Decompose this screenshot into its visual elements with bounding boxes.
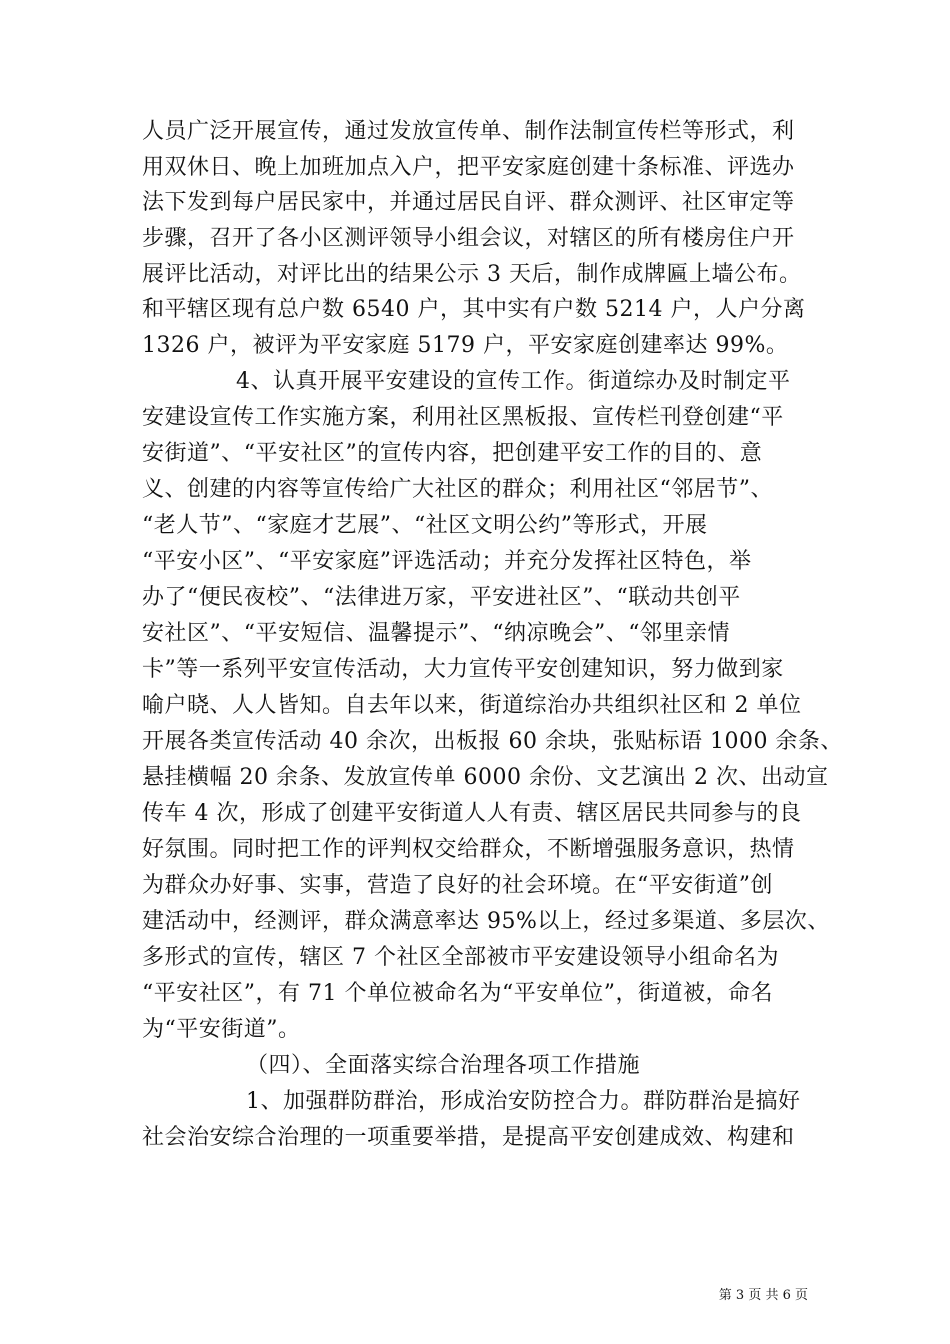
text-line: 为“平安街道”。 (142, 1017, 301, 1042)
text-line: 和平辖区现有总户数 6540 户，其中实有户数 5214 户，人户分离 (142, 297, 806, 322)
text-line: 多形式的宣传，辖区 7 个社区全部被市平安建设领导小组命名为 (142, 945, 779, 970)
text-line: 社会治安综合治理的一项重要举措，是提高平安创建成效、构建和 (142, 1125, 795, 1150)
text-line: 展评比活动，对评比出的结果公示 3 天后，制作成牌匾上墙公布。 (142, 262, 802, 287)
text-line: “平安小区”、“平安家庭”评选活动；并充分发挥社区特色，举 (142, 549, 752, 574)
text-line: 人员广泛开展宣传，通过发放宣传单、制作法制宣传栏等形式，利 (142, 119, 795, 144)
text-line: 卡”等一系列平安宣传活动，大力宣传平安创建知识，努力做到家 (142, 657, 784, 682)
text-line: 开展各类宣传活动 40 余次，出板报 60 余块，张贴标语 1000 余条、 (142, 729, 843, 754)
text-line: 悬挂横幅 20 余条、发放宣传单 6000 余份、文艺演出 2 次、出动宣 (142, 765, 829, 790)
text-line: 办了“便民夜校”、“法律进万家，平安进社区”、“联动共创平 (142, 585, 741, 610)
text-line: 1326 户，被评为平安家庭 5179 户，平安家庭创建率达 99%。 (142, 333, 789, 358)
text-line: “老人节”、“家庭才艺展”、“社区文明公约”等形式，开展 (142, 513, 708, 538)
text-line: 安社区”、“平安短信、温馨提示”、“纳凉晚会”、“邻里亲情 (142, 621, 730, 646)
section-heading: （四）、全面落实综合治理各项工作措施 (246, 1053, 641, 1078)
text-line: 喻户晓、人人皆知。自去年以来，街道综治办共组织社区和 2 单位 (142, 693, 802, 718)
text-line: 1、加强群防群治，形成治安防控合力。群防群治是搞好 (246, 1089, 801, 1114)
text-line: 4、认真开展平安建设的宣传工作。街道综办及时制定平 (236, 369, 791, 394)
text-line: 步骤，召开了各小区测评领导小组会议，对辖区的所有楼房住户开 (142, 226, 795, 251)
text-line: 安建设宣传工作实施方案，利用社区黑板报、宣传栏刊登创建“平 (142, 405, 784, 430)
text-line: 用双休日、晚上加班加点入户，把平安家庭创建十条标准、评选办 (142, 155, 795, 180)
text-line: “平安社区”，有 71 个单位被命名为“平安单位”，街道被，命名 (142, 981, 773, 1006)
text-line: 安街道”、“平安社区”的宣传内容，把创建平安工作的目的、意 (142, 441, 763, 466)
text-line: 建活动中，经测评，群众满意率达 95%以上，经过多渠道、多层次、 (142, 909, 830, 934)
page-number-footer: 第 3 页 共 6 页 (718, 1288, 808, 1303)
text-line: 法下发到每户居民家中，并通过居民自评、群众测评、社区审定等 (142, 190, 795, 215)
text-line: 传车 4 次，形成了创建平安街道人人有责、辖区居民共同参与的良 (142, 801, 802, 826)
text-line: 义、创建的内容等宣传给广大社区的群众；利用社区“邻居节”、 (142, 477, 773, 502)
text-line: 好氛围。同时把工作的评判权交给群众，不断增强服务意识，热情 (142, 837, 795, 862)
text-line: 为群众办好事、实事，营造了良好的社会环境。在“平安街道”创 (142, 873, 773, 898)
